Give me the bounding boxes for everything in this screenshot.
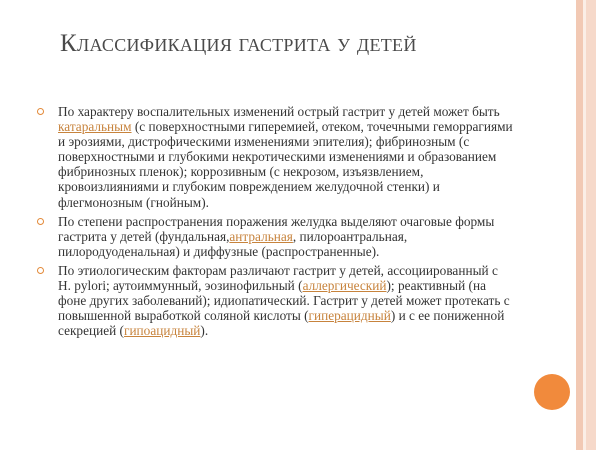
- bullet-icon: [37, 108, 44, 115]
- link-antral[interactable]: антральная: [229, 228, 293, 244]
- item-text: , пилороантральная, пилородуоденальная) и диффузные (распространенные).: [58, 228, 408, 259]
- bullet-icon: [37, 218, 44, 225]
- decorative-stripe: [586, 0, 596, 450]
- link-hypoacid[interactable]: гипоацидный: [123, 323, 201, 339]
- list-item: [34, 104, 514, 210]
- decorative-circle: [534, 374, 570, 410]
- link-catarrhal[interactable]: катаральным: [58, 119, 132, 135]
- link-hyperacid[interactable]: гиперацидный: [308, 308, 391, 324]
- slide-title: Классификация гастрита у детей: [60, 30, 417, 57]
- item-text: ).: [200, 323, 209, 339]
- item-text: ); реактивный (на фоне других заболеваний); идиопатический. Гастрит у детей может протекать с повышенной выработкой соляной кислоты (: [58, 278, 510, 324]
- bullet-list: [34, 104, 514, 342]
- item-text: По степени распространения поражения желудка выделяют очаговые формы гастрита у детей (фундальная,: [58, 213, 495, 244]
- item-text: ) и с ее пониженной секрецией (: [58, 308, 505, 339]
- item-text: (с поверхностными гиперемией, отеком, точечными геморрагиями и эрозиями, дистрофическими изменениями эпителия); фибринозным (с поверхностными и глубокими некротическими изменениями и образованием фибринозных пленок); коррозивным (с некрозом, изъязвлением, кровоизлияниями и глубоким повреждением желудочной стенки) и флегмонозным (гнойным).: [58, 119, 513, 210]
- item-text: По этиологическим факторам различают гастрит у детей, ассоциированный с H. pylori; аутоиммунный, эозинофильный (: [58, 262, 498, 294]
- link-allergic[interactable]: аллергический: [302, 278, 387, 294]
- bullet-icon: [37, 267, 44, 274]
- list-item: [34, 263, 514, 338]
- item-text: По характеру воспалительных изменений острый гастрит у детей может быть: [58, 104, 500, 119]
- decorative-stripe: [576, 0, 583, 450]
- list-item: [34, 214, 514, 259]
